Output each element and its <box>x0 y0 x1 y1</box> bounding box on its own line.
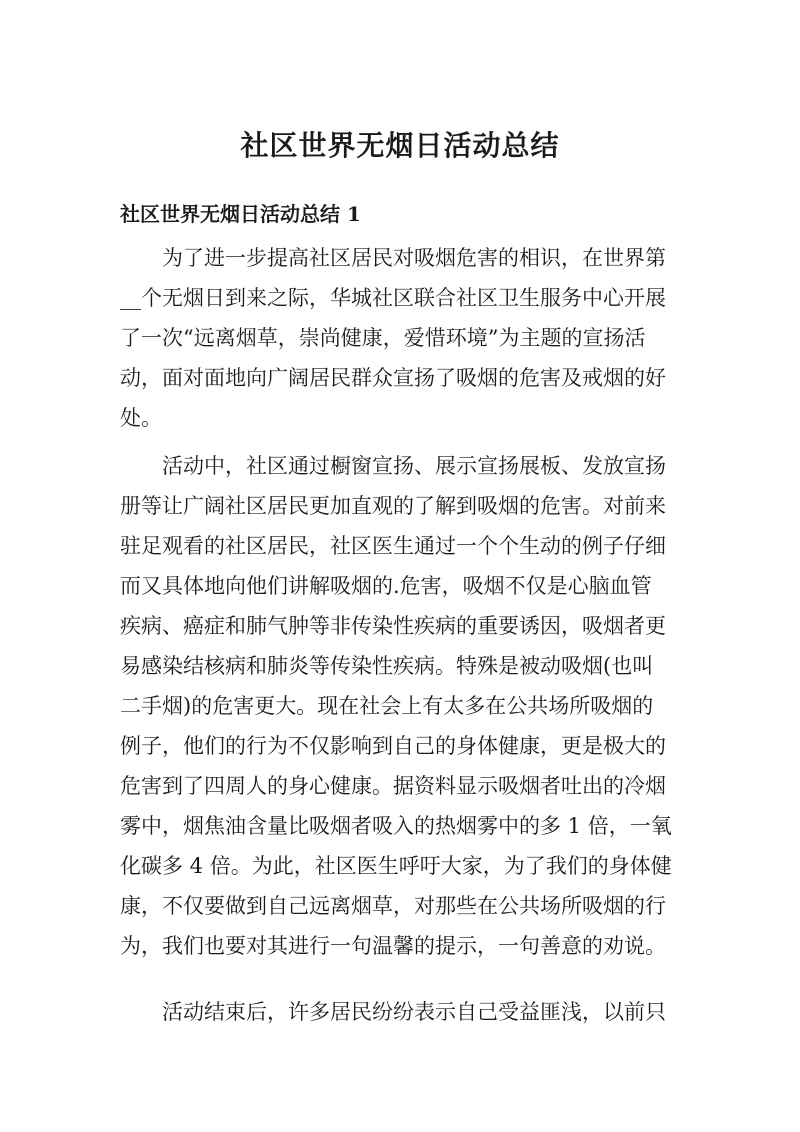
paragraph-2 <box>120 446 680 966</box>
paragraph-line: 而又具体地向他们讲解吸烟的.危害，吸烟不仅是心脑血管 <box>120 574 652 598</box>
paragraph-line: 册等让广阔社区居民更加直观的了解到吸烟的危害。对前来 <box>120 494 666 518</box>
paragraph-line: __个无烟日到来之际，华城社区联合社区卫生服务中心开展 <box>120 286 666 310</box>
paragraph-line: 驻足观看的社区居民，社区医生通过一个个生动的例子仔细 <box>120 534 666 558</box>
paragraph-3 <box>120 992 680 1032</box>
paragraph-1 <box>120 238 680 438</box>
paragraph-line: 活动中，社区通过橱窗宣扬、展示宣扬展板、发放宣扬 <box>162 454 666 478</box>
paragraph-line: 疾病、癌症和肺气肿等非传染性疾病的重要诱因，吸烟者更 <box>120 614 666 638</box>
paragraph-line: 雾中，烟焦油含量比吸烟者吸入的热烟雾中的多 1 倍，一氧 <box>120 814 672 838</box>
paragraph-line: 危害到了四周人的身心健康。据资料显示吸烟者吐出的冷烟 <box>120 774 666 798</box>
paragraph-line: 易感染结核病和肺炎等传染性疾病。特殊是被动吸烟(也叫 <box>120 654 654 678</box>
paragraph-line: 二手烟)的危害更大。现在社会上有太多在公共场所吸烟的 <box>120 694 654 718</box>
paragraph-line: 动，面对面地向广阔居民群众宣扬了吸烟的危害及戒烟的好 <box>120 366 666 390</box>
paragraph-line: 化碳多 4 倍。为此，社区医生呼吁大家，为了我们的身体健 <box>120 854 672 878</box>
paragraph-line: 例子，他们的行为不仅影响到自己的身体健康，更是极大的 <box>120 734 666 758</box>
paragraph-line: 康，不仅要做到自己远离烟草，对那些在公共场所吸烟的行 <box>120 894 666 918</box>
paragraph-line: 活动结束后，许多居民纷纷表示自己受益匪浅，以前只 <box>162 1000 666 1024</box>
section-heading: 社区世界无烟日活动总结 1 <box>120 202 361 226</box>
paragraph-line: 处。 <box>120 406 162 430</box>
document-title: 社区世界无烟日活动总结 <box>240 129 560 162</box>
paragraph-line: 为，我们也要对其进行一句温馨的提示，一句善意的劝说。 <box>120 934 666 958</box>
paragraph-line: 为了进一步提高社区居民对吸烟危害的相识，在世界第 <box>162 246 666 270</box>
paragraph-line: 了一次“远离烟草，崇尚健康，爱惜环境”为主题的宣扬活 <box>120 326 646 350</box>
